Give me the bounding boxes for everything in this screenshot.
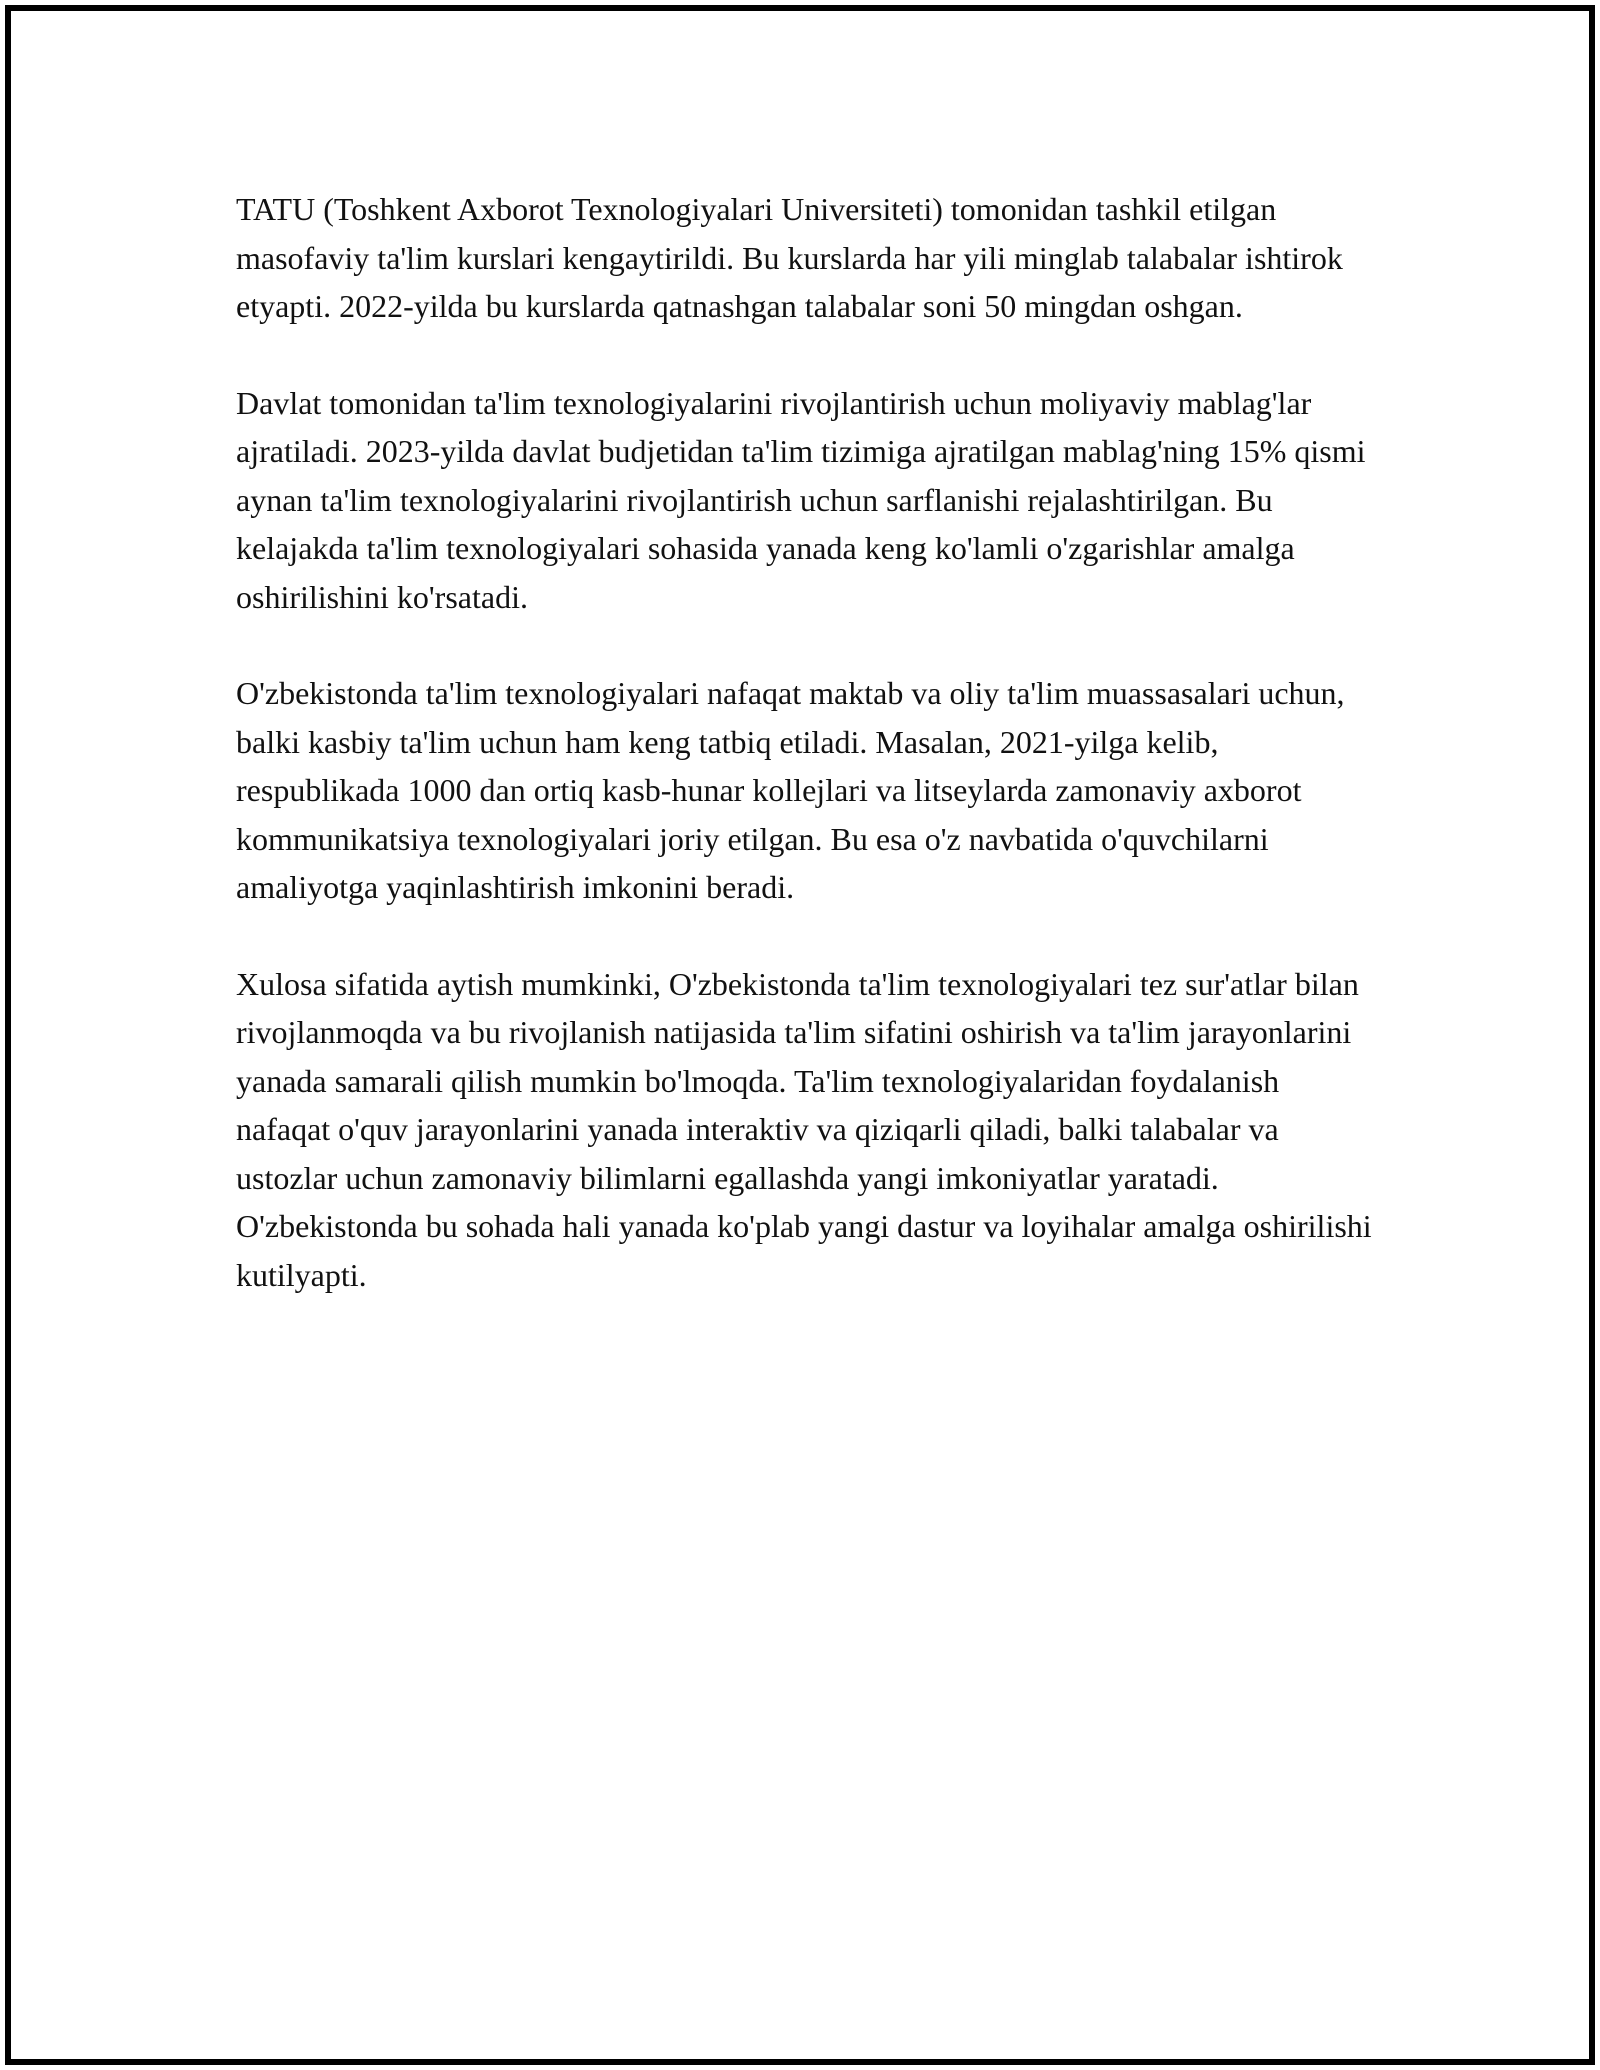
paragraph-conclusion: Xulosa sifatida aytish mumkinki, O'zbekistonda ta'lim texnologiyalari tez sur'atlar bilan rivojlanmoqda va bu rivojlanish natijasida ta'lim sifatini oshirish va ta'lim jarayonlarini yanada samarali qilish mumkin bo'lmoqda. Ta'lim texnologiyalaridan foydalanish nafaqat o'quv jarayonlarini yanada interaktiv va qiziqarli qiladi, balki talabalar va ustozlar uchun zamonaviy bilimlarni egallashda yangi imkoniyatlar yaratadi. O'zbekistonda bu sohada hali yanada ko'plab yangi dastur va loyihalar amalga oshirilishi kutilyapti. bbox=[236, 965, 1372, 1293]
paragraph-vocational-education: O'zbekistonda ta'lim texnologiyalari nafaqat maktab va oliy ta'lim muassasalari uchun, balki kasbiy ta'lim uchun ham keng tatbiq etiladi. Masalan, 2021-yilga kelib, respublikada 1000 dan ortiq kasb-hunar kollejlari va litseylarda zamonaviy axborot kommunikatsiya texnologiyalari joriy etilgan. Bu esa o'z navbatida o'quvchilarni amaliyotga yaqinlashtirish imkonini beradi. bbox=[236, 675, 1345, 905]
document-body bbox=[236, 185, 1376, 1347]
paragraph-state-funding: Davlat tomonidan ta'lim texnologiyalarini rivojlantirish uchun moliyaviy mablag'lar ajratiladi. 2023-yilda davlat budjetidan ta'lim tizimiga ajratilgan mablag'ning 15% qismi aynan ta'lim texnologiyalarini rivojlantirish uchun sarflanishi rejalashtirilgan. Bu kelajakda ta'lim texnologiyalari sohasida yanada keng ko'lamli o'zgarishlar amalga oshirilishini ko'rsatadi. bbox=[236, 384, 1366, 615]
paragraph-tatu-courses: TATU (Toshkent Axborot Texnologiyalari Universiteti) tomonidan tashkil etilgan masofaviy ta'lim kurslari kengaytirildi. Bu kurslarda har yili minglab talabalar ishtirok etyapti. 2022-yilda bu kurslarda qatnashgan talabalar soni 50 mingdan oshgan. bbox=[236, 191, 1343, 324]
